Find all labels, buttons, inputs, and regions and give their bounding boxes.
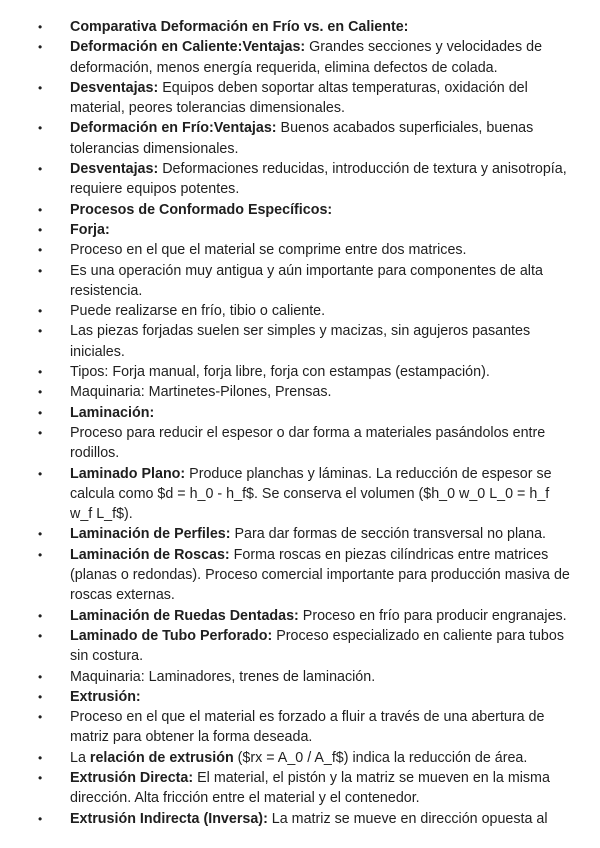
item-text: Proceso en el que el material se comprime entre dos matrices. xyxy=(70,242,467,259)
bullet-marker: • xyxy=(38,669,43,684)
list-item xyxy=(0,707,600,748)
item-text: Maquinaria: Laminadores, trenes de laminación. xyxy=(70,668,376,685)
list-item xyxy=(0,524,600,544)
item-text: Proceso en el que el material es forzado a fluir a través de una abertura de matriz para obtener la forma deseada. xyxy=(70,709,545,746)
list-item xyxy=(0,687,600,707)
bullet-marker: • xyxy=(38,20,43,34)
item-text: Maquinaria: Martinetes-Pilones, Prensas. xyxy=(70,384,332,401)
list-item xyxy=(0,768,600,809)
bullet-marker: • xyxy=(38,689,43,704)
item-heading: Deformación en Caliente:Ventajas: xyxy=(70,39,306,56)
list-item xyxy=(0,301,600,321)
list-item xyxy=(0,545,600,606)
bullet-marker: • xyxy=(38,608,43,623)
item-heading: Desventajas: xyxy=(70,161,159,178)
item-heading-inline: relación de extrusión xyxy=(89,749,234,766)
list-item xyxy=(0,220,600,240)
item-heading: Desventajas: xyxy=(70,79,159,96)
item-text: Equipos deben soportar altas temperaturas, oxidación del material, peores tolerancias dimensionales. xyxy=(70,79,528,117)
bullet-marker: • xyxy=(38,385,43,400)
list-item xyxy=(0,37,600,78)
item-text: Forma roscas en piezas cilíndricas entre matrices (planas o redondas). Proceso comercial importante para producción masiva de roscas externas. xyxy=(70,546,570,604)
list-item xyxy=(0,159,600,200)
list-item xyxy=(0,78,600,119)
bullet-marker: • xyxy=(38,304,43,319)
bullet-marker: • xyxy=(38,425,43,440)
list-item xyxy=(0,118,600,159)
item-text: La matriz se mueve en dirección opuesta al xyxy=(267,810,548,827)
list-item xyxy=(0,200,600,220)
bullet-marker: • xyxy=(38,770,43,785)
list-item xyxy=(0,382,600,402)
bullet-marker: • xyxy=(38,222,43,237)
item-heading: Laminación: xyxy=(70,404,155,421)
item-text: Proceso para reducir el espesor o dar forma a materiales pasándolos entre rodillos. xyxy=(70,424,546,462)
item-heading: Comparativa Deformación en Frío vs. en Caliente: xyxy=(70,19,409,35)
bullet-marker: • xyxy=(38,243,43,258)
list-item xyxy=(0,667,600,687)
bullet-marker: • xyxy=(38,628,43,643)
bullet-marker: • xyxy=(38,750,43,765)
item-text: El material, el pistón y la matriz se mueven en la misma dirección. Alta fricción entre el material y el contenedor. xyxy=(70,769,550,807)
bullet-list xyxy=(0,17,600,829)
item-text: Produce planchas y láminas. La reducción de espesor se calcula como $d = h_0 - h_f$. Se conserva el volumen ($h_0 w_0 L_0 = h_f w_f L_f$). xyxy=(70,465,552,523)
bullet-marker: • xyxy=(38,40,43,55)
item-heading: Laminación de Ruedas Dentadas: xyxy=(70,607,299,624)
item-heading: Laminado de Tubo Perforado: xyxy=(70,627,273,644)
item-heading: Laminado Plano: xyxy=(70,465,186,482)
bullet-marker: • xyxy=(38,324,43,339)
item-text: Puede realizarse en frío, tibio o caliente. xyxy=(70,303,326,320)
bullet-marker: • xyxy=(38,527,43,542)
item-text: Tipos: Forja manual, forja libre, forja con estampas (estampación). xyxy=(70,364,490,381)
list-item xyxy=(0,626,600,667)
bullet-marker: • xyxy=(38,121,43,136)
item-text: Las piezas forjadas suelen ser simples y macizas, sin agujeros pasantes iniciales. xyxy=(70,323,531,360)
bullet-marker: • xyxy=(38,202,43,217)
item-heading: Extrusión Directa: xyxy=(70,769,194,786)
bullet-marker: • xyxy=(38,811,43,826)
bullet-marker: • xyxy=(38,547,43,562)
item-text: Deformaciones reducidas, introducción de textura y anisotropía, requiere equipos potentes. xyxy=(70,161,567,198)
list-item xyxy=(0,17,600,37)
bullet-marker: • xyxy=(38,710,43,725)
item-heading: Laminación de Roscas: xyxy=(70,546,230,563)
item-heading: Deformación en Frío:Ventajas: xyxy=(70,120,277,137)
item-heading: Procesos de Conformado Específicos: xyxy=(70,201,333,218)
list-item xyxy=(0,464,600,525)
list-item xyxy=(0,261,600,302)
list-item xyxy=(0,240,600,260)
list-item xyxy=(0,403,600,423)
item-text: La xyxy=(70,749,90,766)
item-text-inline: ($rx = A_0 / A_f$) indica la reducción de área. xyxy=(233,749,528,766)
bullet-marker: • xyxy=(38,263,43,278)
item-text: Proceso especializado en caliente para tubos sin costura. xyxy=(70,627,564,665)
bullet-marker: • xyxy=(38,405,43,420)
list-item xyxy=(0,321,600,362)
bullet-marker: • xyxy=(38,466,43,481)
bullet-marker: • xyxy=(38,162,43,177)
item-heading: Forja: xyxy=(70,221,110,238)
item-text: Buenos acabados superficiales, buenas tolerancias dimensionales. xyxy=(70,120,534,157)
item-heading: Extrusión Indirecta (Inversa): xyxy=(70,810,268,827)
document-body xyxy=(0,17,600,829)
list-item xyxy=(0,606,600,626)
item-text: Para dar formas de sección transversal no plana. xyxy=(230,526,546,543)
bullet-marker: • xyxy=(38,80,43,95)
list-item xyxy=(0,748,600,768)
bullet-marker: • xyxy=(38,365,43,380)
item-text: Es una operación muy antigua y aún importante para componentes de alta resistencia. xyxy=(70,262,543,299)
list-item xyxy=(0,423,600,464)
item-heading: Extrusión: xyxy=(70,688,141,705)
list-item xyxy=(0,809,600,829)
list-item xyxy=(0,362,600,382)
item-text: Proceso en frío para producir engranajes. xyxy=(298,607,567,624)
item-heading: Laminación de Perfiles: xyxy=(70,526,231,543)
item-text: Grandes secciones y velocidades de deformación, menos energía requerida, elimina defectos de colada. xyxy=(70,39,543,76)
